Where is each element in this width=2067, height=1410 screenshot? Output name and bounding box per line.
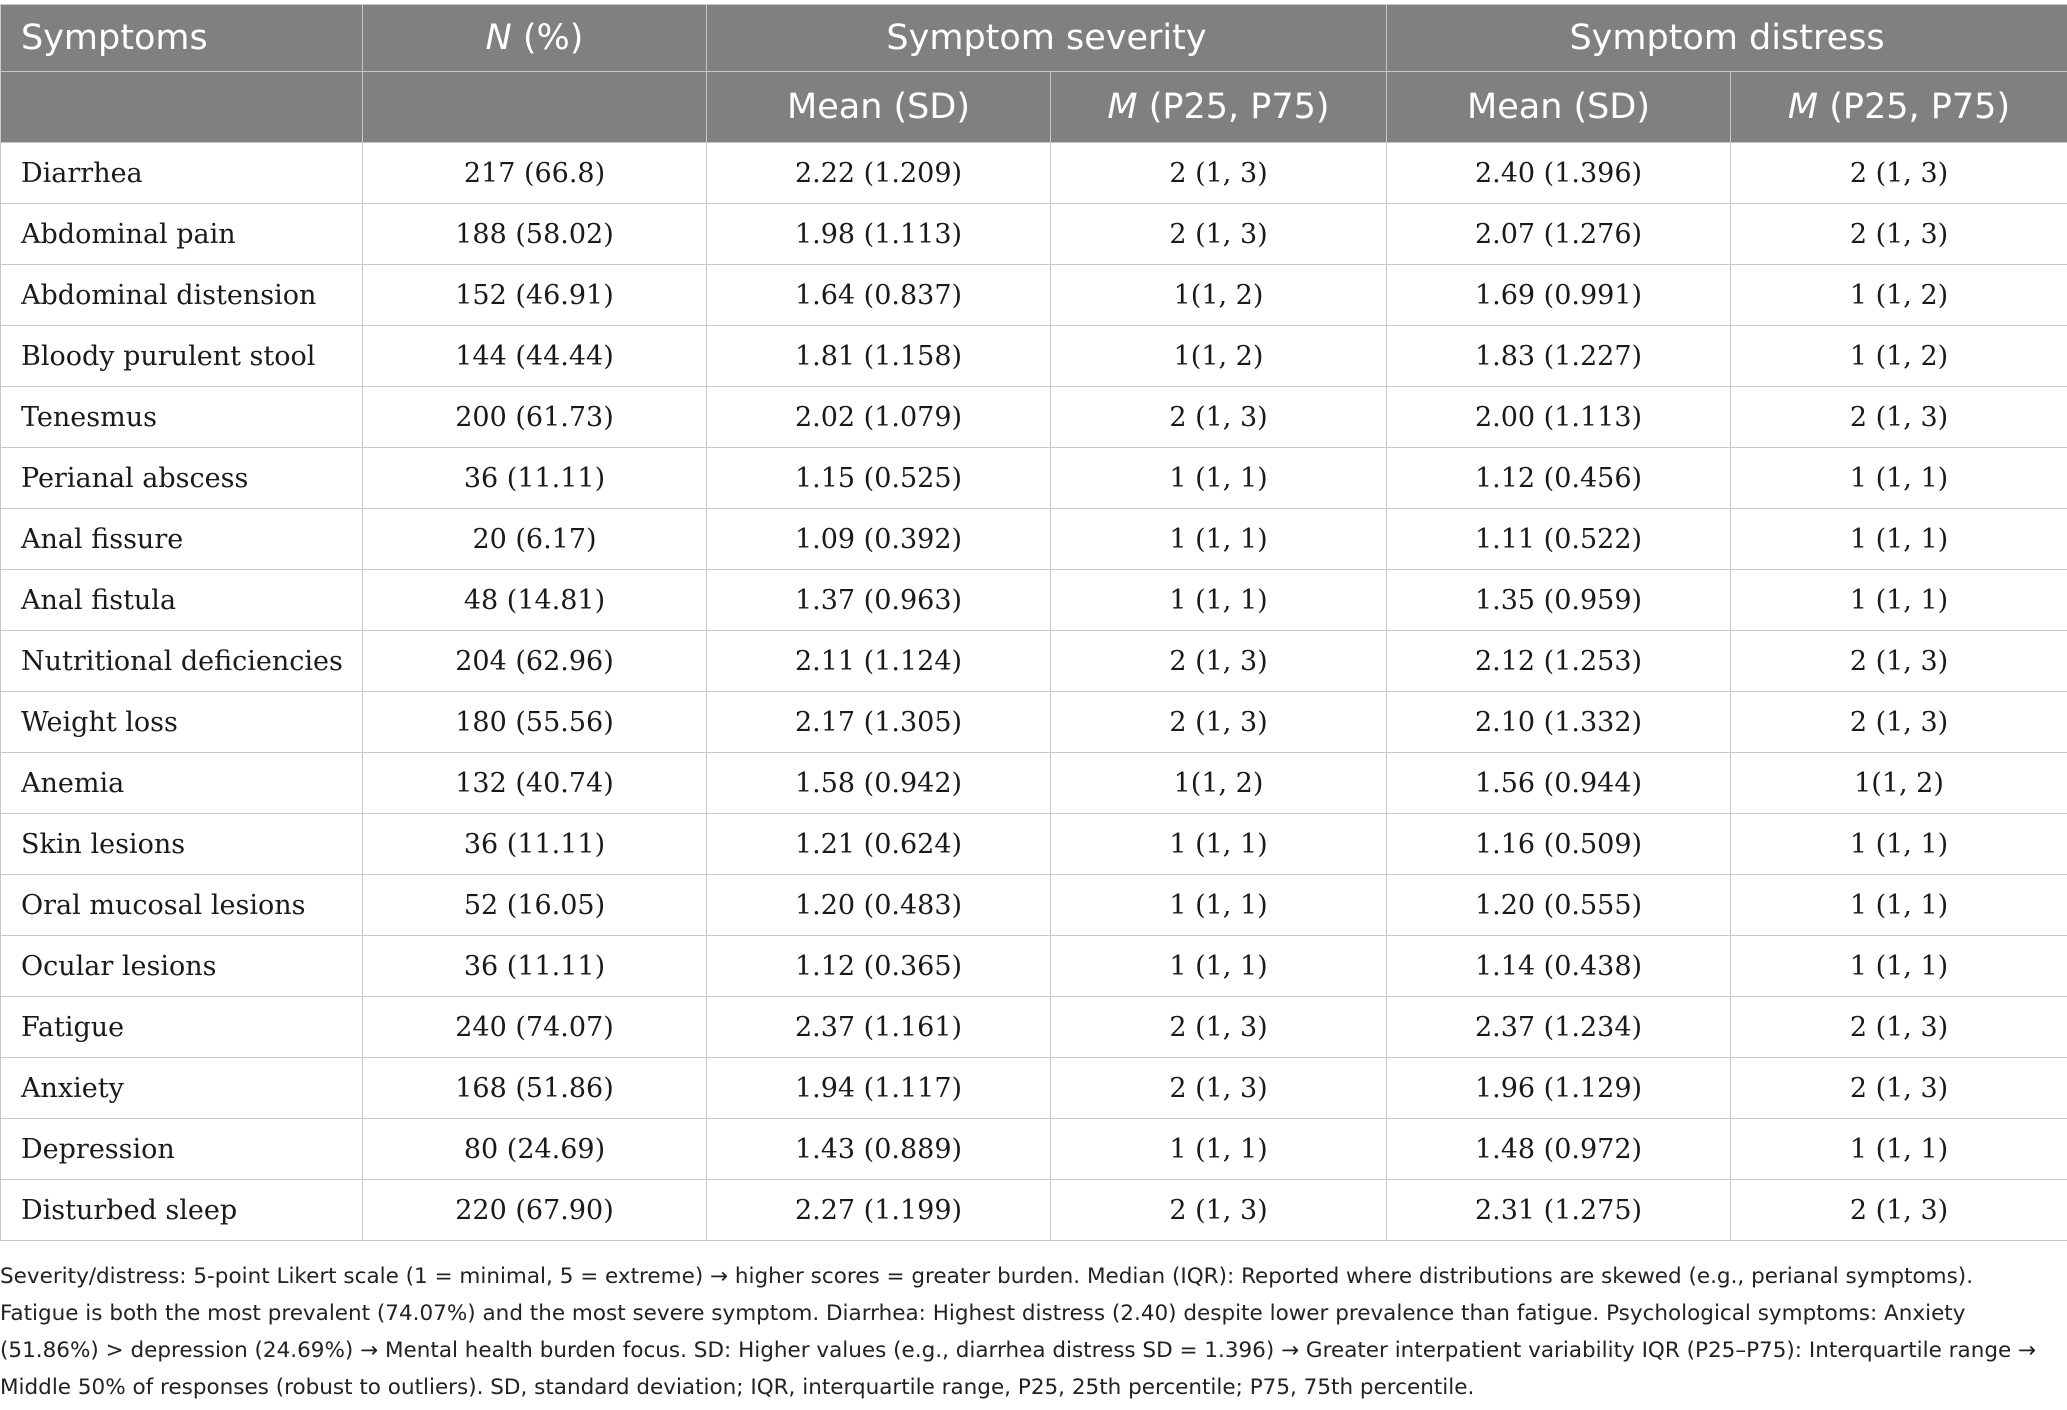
- distress-mean-cell: 2.10 (1.332): [1387, 692, 1731, 753]
- header-m-italic: M: [1107, 87, 1138, 127]
- distress-median-cell: 1 (1, 1): [1731, 1119, 2067, 1180]
- distress-median-cell: 1 (1, 2): [1731, 326, 2067, 387]
- distress-mean-cell: 2.40 (1.396): [1387, 143, 1731, 204]
- table-row: [1, 631, 2067, 692]
- header-n-rest: (%): [511, 18, 584, 58]
- n-percent-cell: 204 (62.96): [363, 631, 707, 692]
- table-row: [1, 326, 2067, 387]
- n-percent-cell: 217 (66.8): [363, 143, 707, 204]
- distress-median-cell: 2 (1, 3): [1731, 692, 2067, 753]
- symptom-table: [0, 4, 2067, 1241]
- severity-median-cell: 2 (1, 3): [1051, 387, 1387, 448]
- header-symptom-severity: Symptom severity: [707, 5, 1387, 72]
- symptom-name-cell: Bloody purulent stool: [1, 326, 363, 387]
- symptom-name-cell: Ocular lesions: [1, 936, 363, 997]
- distress-mean-cell: 2.12 (1.253): [1387, 631, 1731, 692]
- distress-median-cell: 1 (1, 1): [1731, 875, 2067, 936]
- symptom-name-cell: Abdominal distension: [1, 265, 363, 326]
- severity-mean-cell: 1.21 (0.624): [707, 814, 1051, 875]
- n-percent-cell: 48 (14.81): [363, 570, 707, 631]
- table-row: [1, 814, 2067, 875]
- table-row: [1, 1058, 2067, 1119]
- n-percent-cell: 188 (58.02): [363, 204, 707, 265]
- severity-median-cell: 2 (1, 3): [1051, 997, 1387, 1058]
- severity-median-cell: 2 (1, 3): [1051, 1180, 1387, 1241]
- n-percent-cell: 36 (11.11): [363, 936, 707, 997]
- symptom-name-cell: Nutritional deficiencies: [1, 631, 363, 692]
- distress-median-cell: 1 (1, 1): [1731, 814, 2067, 875]
- n-percent-cell: 80 (24.69): [363, 1119, 707, 1180]
- n-percent-cell: 180 (55.56): [363, 692, 707, 753]
- distress-mean-cell: 2.00 (1.113): [1387, 387, 1731, 448]
- table-row: [1, 265, 2067, 326]
- table-row: [1, 143, 2067, 204]
- header-blank: [363, 72, 707, 143]
- distress-mean-cell: 1.56 (0.944): [1387, 753, 1731, 814]
- symptom-name-cell: Anemia: [1, 753, 363, 814]
- distress-median-cell: 2 (1, 3): [1731, 387, 2067, 448]
- distress-mean-cell: 2.37 (1.234): [1387, 997, 1731, 1058]
- distress-median-cell: 1(1, 2): [1731, 753, 2067, 814]
- distress-median-cell: 2 (1, 3): [1731, 1180, 2067, 1241]
- table-footnote: Severity/distress: 5-point Likert scale (1 = minimal, 5 = extreme) → higher scores = greater burden. Median (IQR): Reported where distributions are skewed (e.g., perianal symptoms). Fatigue is both the most prevalent (74.07%) and the most severe symptom. Diarrhea: Highest distress (2.40) despite lower prevalence than fatigue. Psychological symptoms: Anxiety (51.86%) > depression (24.69%) → Mental health burden focus. SD: Higher values (e.g., diarrhea distress SD = 1.396) → Greater interpatient variability IQR (P25–P75): Interquartile range → Middle 50% of responses (robust to outliers). SD, standard deviation; IQR, interquartile range, P25, 25th percentile; P75, 75th percentile.: [0, 1264, 2037, 1400]
- table-row: [1, 570, 2067, 631]
- symptom-name-cell: Abdominal pain: [1, 204, 363, 265]
- severity-median-cell: 2 (1, 3): [1051, 631, 1387, 692]
- table-row: [1, 1180, 2067, 1241]
- distress-median-cell: 2 (1, 3): [1731, 997, 2067, 1058]
- severity-mean-cell: 2.17 (1.305): [707, 692, 1051, 753]
- header-distress-median: [1731, 72, 2067, 143]
- severity-mean-cell: 1.64 (0.837): [707, 265, 1051, 326]
- symptom-name-cell: Weight loss: [1, 692, 363, 753]
- severity-mean-cell: 1.94 (1.117): [707, 1058, 1051, 1119]
- severity-median-cell: 2 (1, 3): [1051, 204, 1387, 265]
- distress-median-cell: 1 (1, 1): [1731, 509, 2067, 570]
- distress-median-cell: 1 (1, 1): [1731, 936, 2067, 997]
- header-row-2: [1, 72, 2067, 143]
- distress-median-cell: 1 (1, 2): [1731, 265, 2067, 326]
- n-percent-cell: 200 (61.73): [363, 387, 707, 448]
- distress-mean-cell: 1.35 (0.959): [1387, 570, 1731, 631]
- n-percent-cell: 152 (46.91): [363, 265, 707, 326]
- n-percent-cell: 36 (11.11): [363, 814, 707, 875]
- distress-mean-cell: 1.20 (0.555): [1387, 875, 1731, 936]
- distress-mean-cell: 1.11 (0.522): [1387, 509, 1731, 570]
- table-row: [1, 692, 2067, 753]
- symptom-name-cell: Anal fistula: [1, 570, 363, 631]
- table-header: [1, 5, 2067, 143]
- severity-mean-cell: 1.15 (0.525): [707, 448, 1051, 509]
- symptom-name-cell: Oral mucosal lesions: [1, 875, 363, 936]
- severity-median-cell: 1 (1, 1): [1051, 448, 1387, 509]
- severity-mean-cell: 1.09 (0.392): [707, 509, 1051, 570]
- header-m-rest: (P25, P75): [1137, 87, 1330, 127]
- table-body: [1, 143, 2067, 1241]
- severity-mean-cell: 2.37 (1.161): [707, 997, 1051, 1058]
- table-row: [1, 509, 2067, 570]
- distress-median-cell: 2 (1, 3): [1731, 631, 2067, 692]
- distress-mean-cell: 1.14 (0.438): [1387, 936, 1731, 997]
- distress-mean-cell: 1.83 (1.227): [1387, 326, 1731, 387]
- severity-mean-cell: 1.20 (0.483): [707, 875, 1051, 936]
- severity-median-cell: 1 (1, 1): [1051, 814, 1387, 875]
- severity-median-cell: 1 (1, 1): [1051, 875, 1387, 936]
- table-row: [1, 204, 2067, 265]
- symptom-name-cell: Perianal abscess: [1, 448, 363, 509]
- distress-mean-cell: 1.12 (0.456): [1387, 448, 1731, 509]
- header-symptoms: Symptoms: [1, 5, 363, 72]
- distress-median-cell: 2 (1, 3): [1731, 1058, 2067, 1119]
- n-percent-cell: 168 (51.86): [363, 1058, 707, 1119]
- symptom-name-cell: Depression: [1, 1119, 363, 1180]
- distress-median-cell: 2 (1, 3): [1731, 204, 2067, 265]
- distress-mean-cell: 2.31 (1.275): [1387, 1180, 1731, 1241]
- severity-mean-cell: 2.02 (1.079): [707, 387, 1051, 448]
- severity-mean-cell: 2.27 (1.199): [707, 1180, 1051, 1241]
- severity-median-cell: 2 (1, 3): [1051, 1058, 1387, 1119]
- symptom-name-cell: Disturbed sleep: [1, 1180, 363, 1241]
- header-severity-median: [1051, 72, 1387, 143]
- header-n-percent: [363, 5, 707, 72]
- severity-median-cell: 1(1, 2): [1051, 265, 1387, 326]
- header-blank: [1, 72, 363, 143]
- header-row-1: [1, 5, 2067, 72]
- severity-mean-cell: 2.22 (1.209): [707, 143, 1051, 204]
- table-row: [1, 448, 2067, 509]
- symptom-name-cell: Anal fissure: [1, 509, 363, 570]
- symptom-name-cell: Anxiety: [1, 1058, 363, 1119]
- severity-median-cell: 1 (1, 1): [1051, 1119, 1387, 1180]
- severity-mean-cell: 2.11 (1.124): [707, 631, 1051, 692]
- severity-median-cell: 1 (1, 1): [1051, 509, 1387, 570]
- severity-median-cell: 1 (1, 1): [1051, 570, 1387, 631]
- severity-mean-cell: 1.98 (1.113): [707, 204, 1051, 265]
- table-row: [1, 387, 2067, 448]
- header-distress-mean-sd: Mean (SD): [1387, 72, 1731, 143]
- severity-median-cell: 2 (1, 3): [1051, 692, 1387, 753]
- distress-median-cell: 2 (1, 3): [1731, 143, 2067, 204]
- header-m-italic: M: [1787, 87, 1819, 127]
- n-percent-cell: 240 (74.07): [363, 997, 707, 1058]
- n-percent-cell: 220 (67.90): [363, 1180, 707, 1241]
- n-percent-cell: 52 (16.05): [363, 875, 707, 936]
- n-percent-cell: 132 (40.74): [363, 753, 707, 814]
- symptom-name-cell: Skin lesions: [1, 814, 363, 875]
- distress-median-cell: 1 (1, 1): [1731, 570, 2067, 631]
- distress-mean-cell: 1.96 (1.129): [1387, 1058, 1731, 1119]
- severity-mean-cell: 1.81 (1.158): [707, 326, 1051, 387]
- symptom-name-cell: Fatigue: [1, 997, 363, 1058]
- distress-mean-cell: 1.69 (0.991): [1387, 265, 1731, 326]
- severity-mean-cell: 1.12 (0.365): [707, 936, 1051, 997]
- distress-mean-cell: 1.48 (0.972): [1387, 1119, 1731, 1180]
- distress-mean-cell: 2.07 (1.276): [1387, 204, 1731, 265]
- symptom-name-cell: Tenesmus: [1, 387, 363, 448]
- table-row: [1, 936, 2067, 997]
- table-row: [1, 1119, 2067, 1180]
- header-severity-mean-sd: Mean (SD): [707, 72, 1051, 143]
- distress-median-cell: 1 (1, 1): [1731, 448, 2067, 509]
- n-percent-cell: 144 (44.44): [363, 326, 707, 387]
- severity-mean-cell: 1.43 (0.889): [707, 1119, 1051, 1180]
- header-n-italic: N: [485, 18, 512, 58]
- severity-median-cell: 1(1, 2): [1051, 753, 1387, 814]
- severity-median-cell: 1 (1, 1): [1051, 936, 1387, 997]
- severity-median-cell: 2 (1, 3): [1051, 143, 1387, 204]
- header-symptom-distress: Symptom distress: [1387, 5, 2067, 72]
- symptom-name-cell: Diarrhea: [1, 143, 363, 204]
- severity-mean-cell: 1.58 (0.942): [707, 753, 1051, 814]
- severity-mean-cell: 1.37 (0.963): [707, 570, 1051, 631]
- header-m-rest: (P25, P75): [1818, 87, 2011, 127]
- n-percent-cell: 20 (6.17): [363, 509, 707, 570]
- n-percent-cell: 36 (11.11): [363, 448, 707, 509]
- severity-median-cell: 1(1, 2): [1051, 326, 1387, 387]
- table-row: [1, 997, 2067, 1058]
- distress-mean-cell: 1.16 (0.509): [1387, 814, 1731, 875]
- table-row: [1, 753, 2067, 814]
- table-row: [1, 875, 2067, 936]
